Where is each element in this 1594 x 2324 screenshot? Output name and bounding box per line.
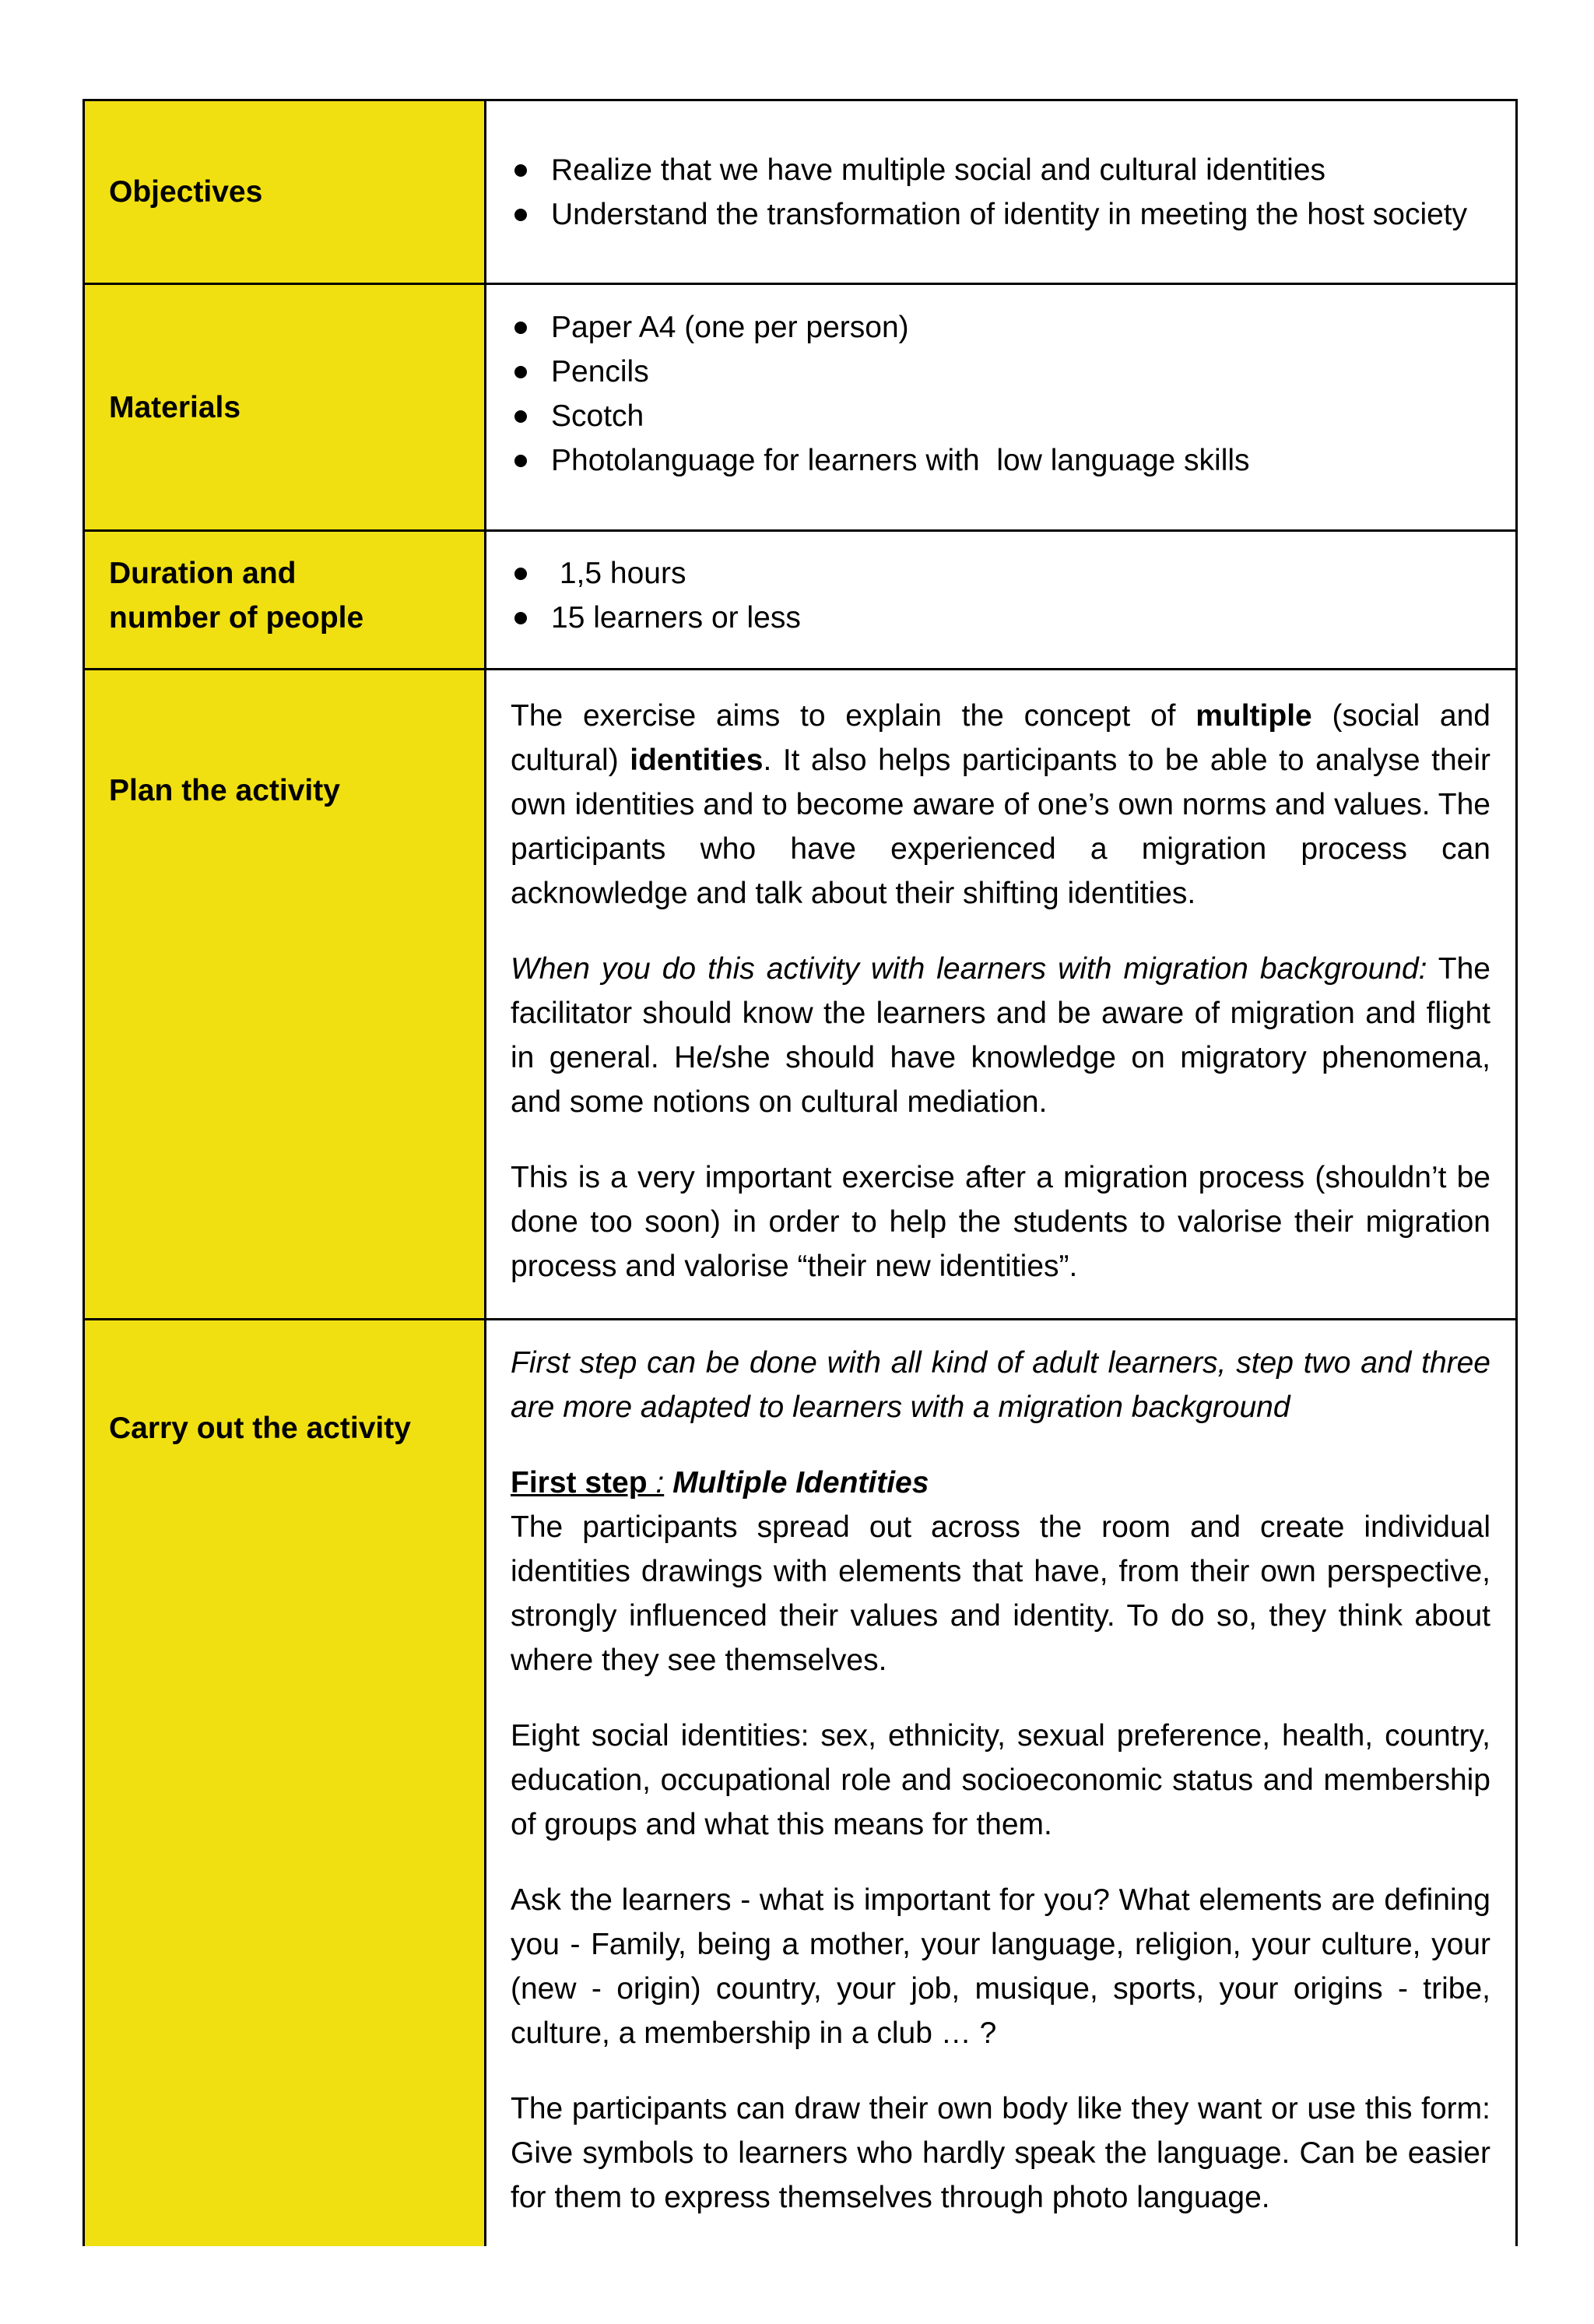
objectives-list <box>511 148 1490 237</box>
list-item: 1,5 hours <box>511 551 1490 596</box>
materials-label: Materials <box>84 284 486 531</box>
list-item: Paper A4 (one per person) <box>511 305 1490 350</box>
plan-paragraph: The exercise aims to explain the concept of multiple (social and cultural) identities. It also helps participants to be able to analyse their own identities and to become aware of one’s own norms and values. The participants who have experienced a migration process can acknowledge and talk about their shifting identities. <box>511 699 1490 910</box>
carry-out-paragraph: The participants can draw their own body like they want or use this form: Give symbols to learners who hardly speak the language. Can be easier for them to express themselves through photo language. <box>511 2092 1490 2214</box>
materials-list <box>511 305 1490 483</box>
plan-paragraph: This is a very important exercise after a migration process (shouldn’t be done too soon) in order to help the students to valorise their migration process and valorise “their new identities”. <box>511 1161 1490 1283</box>
list-item: Pencils <box>511 350 1490 394</box>
carry-out-row <box>84 1320 1517 2247</box>
list-item: 15 learners or less <box>511 596 1490 640</box>
list-item: Scotch <box>511 394 1490 438</box>
activity-sheet <box>83 99 1518 2246</box>
duration-row <box>84 531 1517 670</box>
activity-table <box>83 99 1518 2246</box>
materials-content <box>486 284 1517 531</box>
first-step-heading: First step : Multiple Identities <box>511 1466 929 1500</box>
materials-row <box>84 284 1517 531</box>
carry-out-label: Carry out the activity <box>84 1320 486 2247</box>
objectives-content <box>486 100 1517 284</box>
carry-out-paragraph: Eight social identities: sex, ethnicity, sexual preference, health, country, education, occupational role and socioeconomic status and membership of groups and what this means for them. <box>511 1719 1490 1841</box>
list-item: Photolanguage for learners with low language skills <box>511 438 1490 483</box>
duration-content <box>486 531 1517 670</box>
duration-list <box>511 551 1490 640</box>
objectives-label: Objectives <box>84 100 486 284</box>
list-item: Realize that we have multiple social and cultural identities <box>511 148 1490 192</box>
plan-content <box>486 670 1517 1320</box>
plan-paragraph: When you do this activity with learners with migration background: The facilitator should know the learners and be aware of migration and flight in general. He/she should have knowledge on migratory phenomena, and some notions on cultural mediation. <box>511 952 1490 1119</box>
objectives-row <box>84 100 1517 284</box>
carry-out-paragraph: Ask the learners - what is important for you? What elements are defining you - Family, being a mother, your language, religion, your culture, your (new - origin) country, your job, musique, sports, your origins - tribe, culture, a membership in a club … ? <box>511 1883 1490 2050</box>
carry-out-intro: First step can be done with all kind of adult learners, step two and three are more adapted to learners with a migration background <box>511 1346 1490 1424</box>
carry-out-content <box>486 1320 1517 2247</box>
plan-label: Plan the activity <box>84 670 486 1320</box>
duration-label: Duration and number of people <box>84 531 486 670</box>
plan-row <box>84 670 1517 1320</box>
list-item: Understand the transformation of identity in meeting the host society <box>511 192 1490 237</box>
carry-out-paragraph: The participants spread out across the room and create individual identities drawings with elements that have, from their own perspective, strongly influenced their values and identity. To do so, they think about where they see themselves. <box>511 1510 1490 1677</box>
